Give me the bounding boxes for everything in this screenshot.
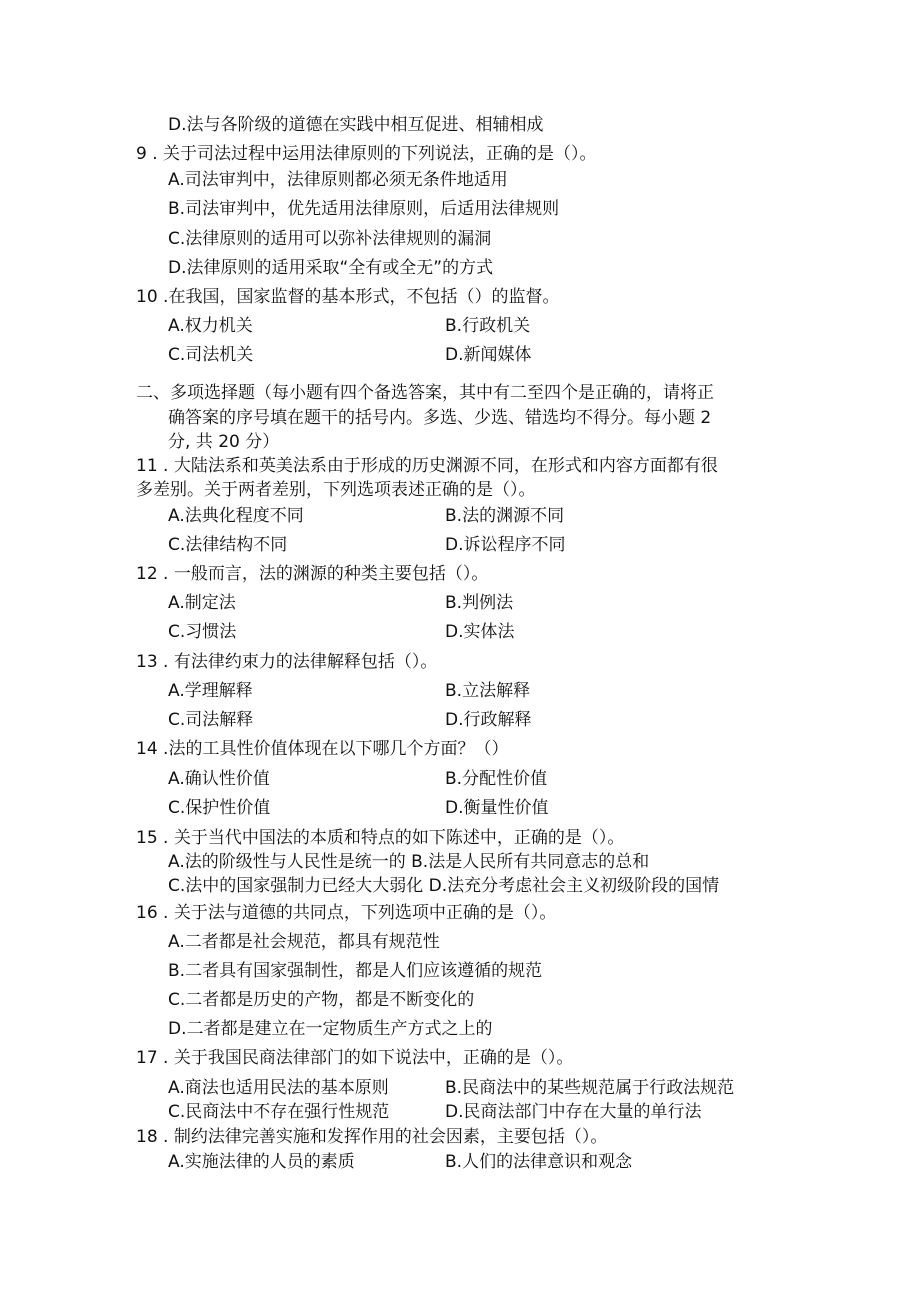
option-c: C.习惯法 (168, 622, 237, 642)
option-b: B.司法审判中，优先适用法律原则，后适用法律规则 (168, 199, 560, 219)
question-stem: 18 . 制约法律完善实施和发挥作用的社会因素，主要包括（）。 (136, 1127, 608, 1147)
option-d: D.诉讼程序不同 (445, 535, 566, 555)
section-heading-line: 确答案的序号填在题干的括号内。多选、少选、错选均不得分。每小题 2 (168, 408, 712, 428)
option-c: C.民商法中不存在强行性规范 (168, 1102, 390, 1122)
option-b: B.分配性价值 (445, 769, 548, 789)
option-c: C.二者都是历史的产物，都是不断变化的 (168, 990, 475, 1010)
option-a: A.确认性价值 (168, 769, 270, 789)
option-d: D.二者都是建立在一定物质生产方式之上的 (168, 1019, 493, 1039)
option-c: C.保护性价值 (168, 798, 271, 818)
option-a: A.制定法 (168, 593, 236, 613)
option-b: B.法的渊源不同 (445, 506, 565, 526)
question-stem: 12 . 一般而言，法的渊源的种类主要包括（）。 (136, 564, 489, 584)
question-stem: 14 .法的工具性价值体现在以下哪几个方面？（） (136, 739, 509, 759)
option-c: C.法律结构不同 (168, 535, 288, 555)
option-b: B.行政机关 (445, 316, 531, 336)
option-a: A.二者都是社会规范，都具有规范性 (168, 932, 440, 952)
question-stem-cont: 多差别。关于两者差别，下列选项表述正确的是（）。 (136, 480, 536, 500)
option-d: D.衡量性价值 (445, 798, 549, 818)
option-b: B.判例法 (445, 593, 514, 613)
question-stem: 9 . 关于司法过程中运用法律原则的下列说法，正确的是（）。 (136, 144, 597, 164)
question-stem: 16 . 关于法与道德的共同点，下列选项中正确的是（）。 (136, 903, 557, 923)
option-d: D.实体法 (445, 622, 515, 642)
option-a: A.司法审判中，法律原则都必须无条件地适用 (168, 170, 508, 190)
option-b: B.二者具有国家强制性，都是人们应该遵循的规范 (168, 961, 543, 981)
option-b: B.民商法中的某些规范属于行政法规范 (445, 1078, 735, 1098)
option-a: A.实施法律的人员的素质 (168, 1152, 355, 1172)
option-d: D.行政解释 (445, 710, 532, 730)
option-d: D.法律原则的适用采取“全有或全无”的方式 (168, 258, 494, 278)
question-stem: 17 . 关于我国民商法律部门的如下说法中，正确的是（）。 (136, 1048, 574, 1068)
option-b: B.人们的法律意识和观念 (445, 1152, 633, 1172)
option-d: D.新闻媒体 (445, 345, 532, 365)
section-heading-line: 分, 共 20 分） (168, 432, 280, 452)
question-stem: 10 .在我国，国家监督的基本形式，不包括（）的监督。 (136, 287, 560, 307)
option-c: C.司法解释 (168, 710, 254, 730)
option-d: D.民商法部门中存在大量的单行法 (445, 1102, 702, 1122)
question-stem: 11 . 大陆法系和英美法系由于形成的历史渊源不同，在形式和内容方面都有很 (136, 456, 718, 476)
question-stem: 13 . 有法律约束力的法律解释包括（）。 (136, 652, 438, 672)
options-cd: C.法中的国家强制力已经大大弱化 D.法充分考虑社会主义初级阶段的国情 (168, 876, 720, 896)
q8-option-d: D.法与各阶级的道德在实践中相互促进、相辅相成 (168, 115, 544, 135)
options-ab: A.法的阶级性与人民性是统一的 B.法是人民所有共同意志的总和 (168, 852, 650, 872)
option-a: A.法典化程度不同 (168, 506, 304, 526)
option-a: A.权力机关 (168, 316, 253, 336)
section-heading-line: 二、多项选择题（每小题有四个备选答案，其中有二至四个是正确的，请将正 (136, 383, 714, 403)
option-c: C.司法机关 (168, 345, 254, 365)
question-stem: 15 . 关于当代中国法的本质和特点的如下陈述中，正确的是（）。 (136, 828, 625, 848)
option-c: C.法律原则的适用可以弥补法律规则的漏洞 (168, 229, 492, 249)
option-a: A.商法也适用民法的基本原则 (168, 1078, 389, 1098)
option-a: A.学理解释 (168, 681, 253, 701)
option-b: B.立法解释 (445, 681, 531, 701)
